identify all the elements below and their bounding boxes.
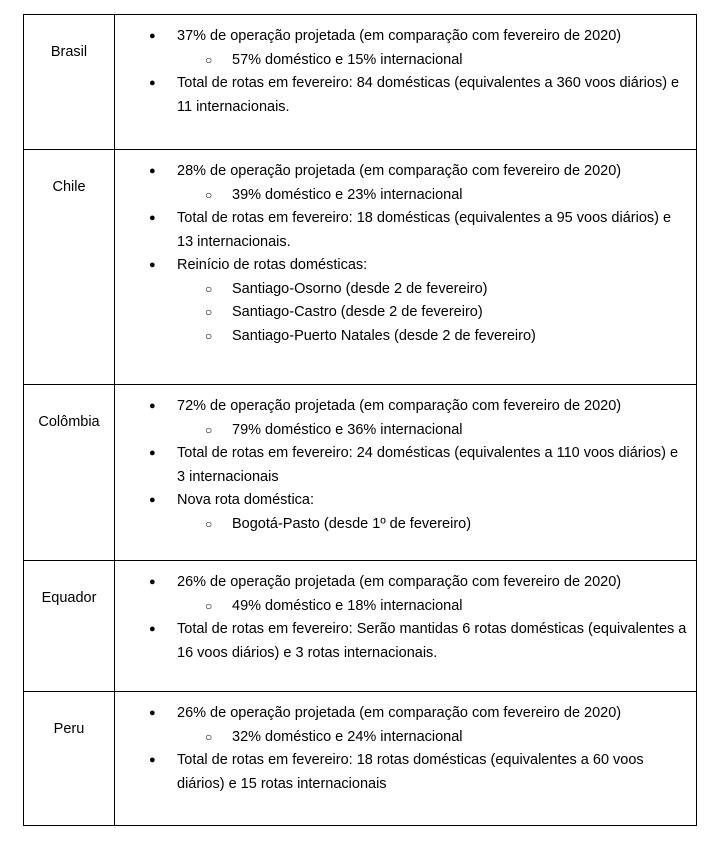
table-row-brasil <box>24 15 697 150</box>
bullet-list <box>115 702 690 796</box>
sub-bullet-list <box>177 49 690 73</box>
list-item <box>115 395 690 442</box>
sub-bullet-list <box>177 513 690 537</box>
bullet-text: Total de rotas em fevereiro: 84 domésticas (equivalentes a 360 voos diários) e 11 internacionais. <box>177 75 680 115</box>
list-item <box>115 571 690 618</box>
details-cell <box>115 15 697 150</box>
list-item <box>115 442 690 489</box>
sub-bullet-list <box>177 278 690 349</box>
details-cell <box>115 150 697 385</box>
routes-table-body <box>24 15 697 826</box>
bullet-text: 72% de operação projetada (em comparação com fevereiro de 2020) <box>177 398 622 414</box>
sub-list-item: ○ Santiago-Puerto Natales (desde 2 de fevereiro) <box>177 325 690 349</box>
sub-list-item: ○ 57% doméstico e 15% internacional <box>177 49 690 73</box>
details-cell <box>115 385 697 561</box>
sub-bullet-list <box>177 419 690 443</box>
list-item <box>115 207 690 254</box>
country-cell: Peru <box>24 692 115 826</box>
sub-list-item: ○ 79% doméstico e 36% internacional <box>177 419 690 443</box>
country-cell: Brasil <box>24 15 115 150</box>
table-row-equador <box>24 561 697 692</box>
bullet-list <box>115 571 690 665</box>
bullet-list <box>115 160 690 348</box>
country-cell: Equador <box>24 561 115 692</box>
country-cell: Colômbia <box>24 385 115 561</box>
list-item <box>115 618 690 665</box>
sub-bullet-list <box>177 726 690 750</box>
list-item <box>115 72 690 119</box>
sub-list-item: ○ 39% doméstico e 23% internacional <box>177 184 690 208</box>
sub-list-item: ○ Santiago-Osorno (desde 2 de fevereiro) <box>177 278 690 302</box>
sub-list-item: ○ Bogotá-Pasto (desde 1º de fevereiro) <box>177 513 690 537</box>
country-cell: Chile <box>24 150 115 385</box>
sub-list-item: ○ Santiago-Castro (desde 2 de fevereiro) <box>177 301 690 325</box>
table-row-chile <box>24 150 697 385</box>
bullet-text: 26% de operação projetada (em comparação com fevereiro de 2020) <box>177 574 622 590</box>
sub-bullet-list <box>177 595 690 619</box>
bullet-text: 26% de operação projetada (em comparação com fevereiro de 2020) <box>177 705 622 721</box>
list-item <box>115 254 690 348</box>
list-item <box>115 702 690 749</box>
list-item <box>115 160 690 207</box>
bullet-text: Total de rotas em fevereiro: 18 rotas domésticas (equivalentes a 60 voos diários) e 15 rotas internacionais <box>177 752 644 792</box>
table-row-colombia <box>24 385 697 561</box>
sub-bullet-list <box>177 184 690 208</box>
sub-list-item: ○ 32% doméstico e 24% internacional <box>177 726 690 750</box>
list-item <box>115 749 690 796</box>
bullet-list <box>115 395 690 536</box>
list-item <box>115 25 690 72</box>
details-cell <box>115 561 697 692</box>
bullet-text: Total de rotas em fevereiro: 18 domésticas (equivalentes a 95 voos diários) e 13 internacionais. <box>177 210 672 250</box>
routes-table <box>23 14 697 826</box>
bullet-text: Reinício de rotas domésticas: <box>177 257 368 273</box>
bullet-text: Total de rotas em fevereiro: 24 domésticas (equivalentes a 110 voos diários) e 3 internacionais <box>177 445 679 485</box>
bullet-text: 28% de operação projetada (em comparação com fevereiro de 2020) <box>177 163 622 179</box>
details-cell <box>115 692 697 826</box>
list-item <box>115 489 690 536</box>
table-row-peru <box>24 692 697 826</box>
sub-list-item: ○ 49% doméstico e 18% internacional <box>177 595 690 619</box>
bullet-list <box>115 25 690 119</box>
bullet-text: Nova rota doméstica: <box>177 492 315 508</box>
bullet-text: Total de rotas em fevereiro: Serão mantidas 6 rotas domésticas (equivalentes a 16 voos diários) e 3 rotas internacionais. <box>177 621 687 661</box>
bullet-text: 37% de operação projetada (em comparação com fevereiro de 2020) <box>177 28 622 44</box>
